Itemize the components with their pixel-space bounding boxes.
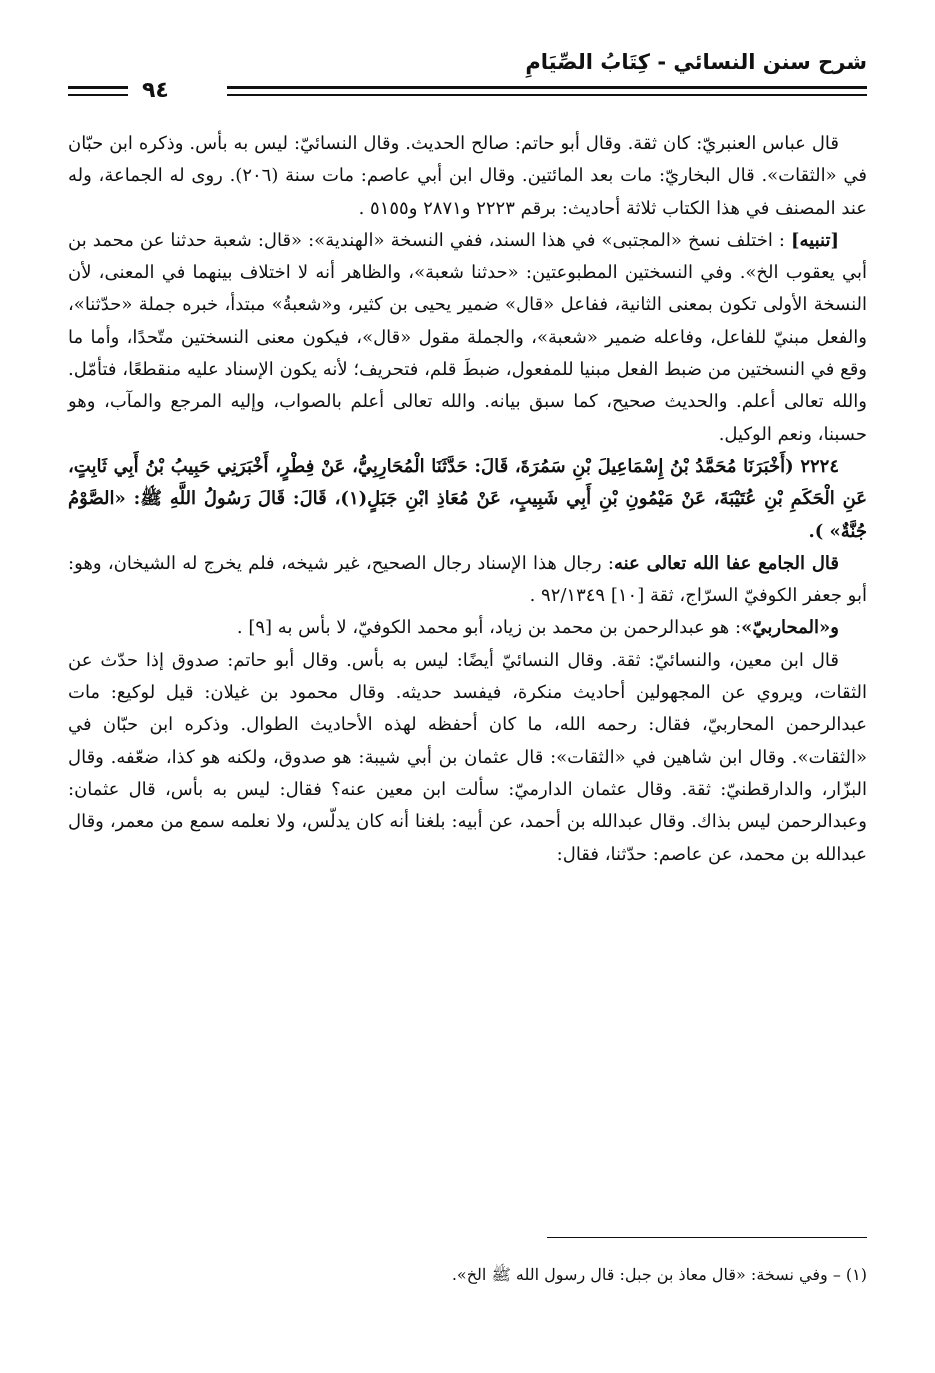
header-rule — [68, 86, 128, 89]
paragraph-notice — [68, 225, 867, 451]
footnote-divider — [547, 1237, 867, 1238]
notice-label: [تنبيه] — [791, 229, 839, 251]
paragraph-compiler-note — [68, 548, 867, 613]
muharibi-text: : هو عبدالرحمن بن محمد بن زياد، أبو محمد الكوفيّ، لا بأس به [٩] . — [236, 617, 742, 639]
header-rule — [227, 94, 867, 96]
muharibi-label: و«المحاربيّ» — [741, 617, 839, 639]
header-rule — [68, 94, 128, 96]
header-rule — [227, 86, 867, 89]
running-title: شرح سنن النسائي - كِتَابُ الصِّيَامِ — [525, 50, 867, 74]
paragraph-grading: قال ابن معين، والنسائيّ: ثقة. وقال النسائيّ أيضًا: ليس به بأس. وقال أبو حاتم: صدوق إذا حدّث عن الثقات، ويروي عن المجهولين أحاديث منكرة، فيفسد حديثه. وقال محمود بن غيلان: قيل لوكيع: مات عبدالرحمن المحاربيّ، فقال: رحمه الله، ما كان أحفظه لهذه الأحاديث الطوال. وذكره ابن حبّان في «الثقات». وقال ابن شاهين في «الثقات»: قال عثمان بن أبي شيبة: هو صدوق، ولكنه هو كذا، ضعّفه. وقال البزّار، والدارقطنيّ: ثقة. وقال عثمان الدارميّ: سألت ابن معين عنه؟ فقال: ليس به بأس، قال عثمان: وعبدالرحمن ليس بذاك. وقال عبدالله بن أحمد، عن أبيه: بلغنا أنه كان يدلّس، ولا نعلمه سمع من معمر، وقال عبدالله بن محمد، عن عاصم: حدّثنا، فقال: — [68, 649, 867, 865]
notice-text: : اختلف نسخ «المجتبى» في هذا السند، ففي النسخة «الهندية»: «قال: شعبة حدثنا عن محمد بن أبي يعقوب الخ». وفي النسختين المطبوعتين: «حدثنا شعبة»، والظاهر أنه لا اختلاف بينهما في المعنى، لأن النسخة الأولى تكون بمعنى الثانية، ففاعل «قال» ضمير يحيى بن كثير، و«شعبةُ» مبتدأ، خبره جملة «حدّثنا»، والفعل مبنيّ للفاعل، وفاعله ضمير «شعبة»، والجملة مقول «قال»، فيكون معنى النسختين متّحدًا، وأما ما وقع في النسختين من ضبط الفعل مبنيا للمفعول، ضبطَ قلم، فتحريف؛ لأنه يكون الإسناد عليه منقطعًا، فتأمّل. والله تعالى أعلم. والحديث صحيح، كما سبق بيانه. والله تعالى أعلم بالصواب، وإليه المرجع والمآب، وهو حسبنا، ونعم الوكيل. — [68, 229, 867, 445]
compiler-text: : رجال هذا الإسناد رجال الصحيح، غير شيخه، فلم يخرج له الشيخان، وهو: أبو جعفر الكوفيّ السرّاج، ثقة [١٠] ٩٢/١٣٤٩ . — [68, 552, 867, 607]
page-header — [68, 48, 867, 108]
footnote: (١) – وفي نسخة: «قال معاذ بن جبل: قال رسول الله ﷺ الخ». — [451, 1265, 867, 1284]
paragraph-muharibi — [68, 612, 867, 644]
paragraph-narrator-notes: قال عباس العنبريّ: كان ثقة. وقال أبو حاتم: صالح الحديث. وقال النسائيّ: ليس به بأس. وذكره ابن حبّان في «الثقات». قال البخاريّ: مات بعد المائتين. وقال ابن أبي عاصم: مات سنة (٢٠٦). روى له الجماعة، وله عند المصنف في هذا الكتاب ثلاثة أحاديث: برقم ٢٢٢٣ و٢٨٧١ و٥١٥٥ . — [68, 133, 867, 219]
main-text — [68, 128, 867, 871]
page-number: ٩٤ — [142, 78, 169, 103]
compiler-label: قال الجامع عفا الله تعالى عنه — [613, 552, 839, 574]
hadith-text: ٢٢٢٤ (أَخْبَرَنَا مُحَمَّدُ بْنُ إِسْمَاعِيلَ بْنِ سَمُرَةَ، قَالَ: حَدَّثَنَا الْمُحَارِبِيُّ، عَنْ فِطْرٍ، أَخْبَرَنِي حَبِيبُ بْنُ أَبِي ثَابِتٍ، عَنِ الْحَكَمِ بْنِ عُتَيْبَةَ، عَنْ مَيْمُونِ بْنِ أَبِي شَبِيبٍ، عَنْ مُعَاذِ ابْنِ جَبَلٍ(١)، قَالَ: قَالَ رَسُولُ اللَّهِ ﷺ: «الصَّوْمُ جُنَّةٌ» ). — [68, 455, 868, 542]
